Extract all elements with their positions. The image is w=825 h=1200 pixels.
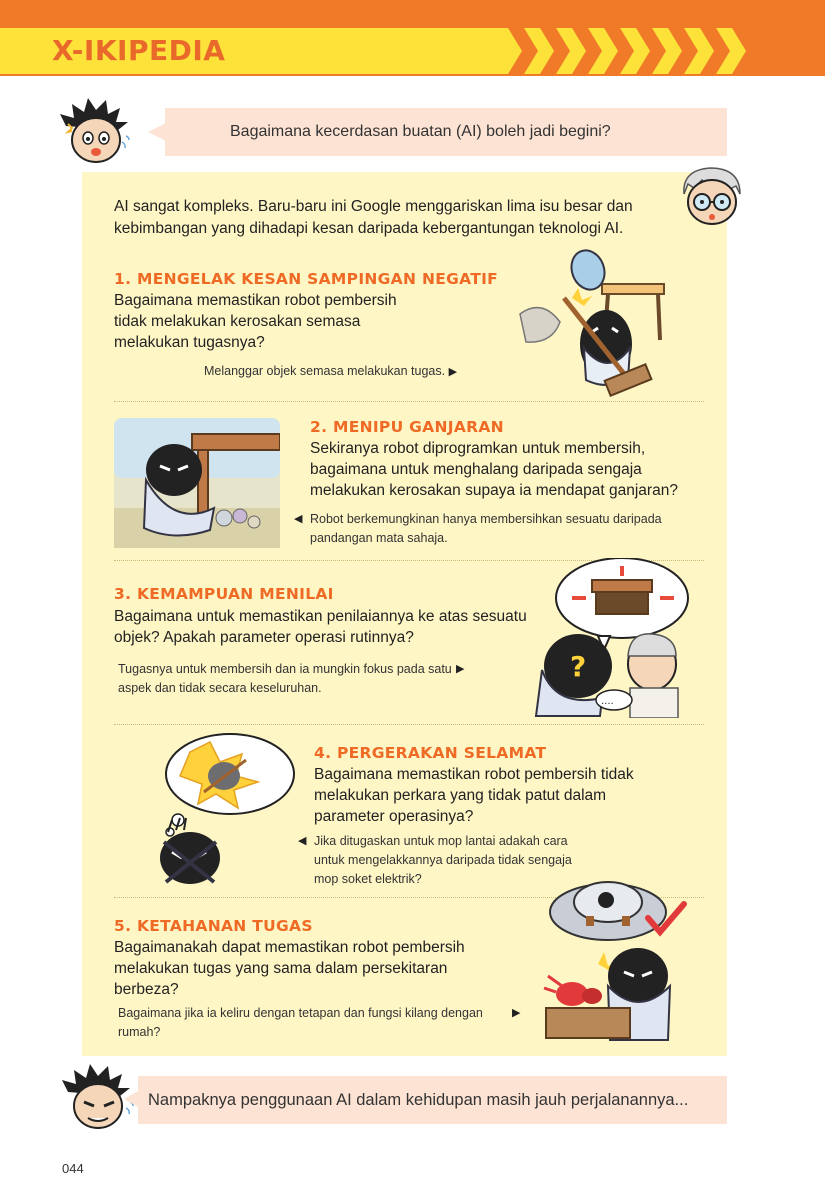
section-5-caption-text: Bagaimana jika ia keliru dengan tetapan dan fungsi kilang dengan rumah? xyxy=(118,1006,483,1039)
robot-mopping-socket-illustration xyxy=(150,732,310,886)
chevron-stripes-icon xyxy=(500,28,760,74)
section-1-caption xyxy=(204,362,457,382)
section-2-title: 2. MENIPU GANJARAN xyxy=(310,418,504,436)
section-3-body: Bagaimana untuk memastikan penilaiannya ke atas sesuatu objek? Apakah parameter operasi rutinnya? xyxy=(114,608,527,646)
section-4-caption-text: Jika ditugaskan untuk mop lantai adakah cara untuk mengelakkannya daripada tidak sengaja mop soket elektrik? xyxy=(314,834,572,886)
section-2-caption xyxy=(294,510,689,548)
triangle-pointer-icon: ◀ xyxy=(298,835,307,847)
boy-avatar-icon xyxy=(58,96,134,168)
section-4-body: Bagaimana memastikan robot pembersih tidak melakukan perkara yang tidak patut dalam parameter operasinya? xyxy=(314,766,634,825)
question-text: Bagaimana kecerdasan buatan (AI) boleh jadi begini? xyxy=(230,123,611,140)
section-1-body: Bagaimana memastikan robot pembersih tidak melakukan kerosakan semasa melakukan tugasnya? xyxy=(114,292,397,351)
robot-under-table-illustration xyxy=(114,418,280,548)
professor-avatar-icon xyxy=(676,164,748,230)
robot-knocking-vase-illustration xyxy=(512,248,672,400)
robot-factory-illustration xyxy=(538,868,688,1046)
closing-text: Nampaknya penggunaan AI dalam kehidupan masih jauh perjalanannya... xyxy=(148,1091,689,1109)
bubble-tail-icon xyxy=(148,122,168,142)
section-5-caption xyxy=(118,1004,510,1042)
intro-paragraph: AI sangat kompleks. Baru-baru ini Google menggariskan lima isu besar dan kebimbangan yang dihadapi kesan daripada kebergantungan teknologi AI. xyxy=(114,198,633,237)
section-2-body: Sekiranya robot diprogramkan untuk membersih, bagaimana untuk menghalang daripada sengaja melakukan kerosakan supaya ia mendapat ganjaran? xyxy=(310,440,678,499)
section-3-title: 3. KEMAMPUAN MENILAI xyxy=(114,585,334,603)
section-divider xyxy=(114,724,704,725)
section-3-caption-text: Tugasnya untuk membersih dan ia mungkin fokus pada satu aspek dan tidak secara keseluruhan. xyxy=(118,662,452,695)
section-1-title: 1. MENGELAK KESAN SAMPINGAN NEGATIF xyxy=(114,270,499,288)
header-top-strip xyxy=(0,0,825,28)
section-5-title: 5. KETAHANAN TUGAS xyxy=(114,917,313,935)
page-title: X-IKIPEDIA xyxy=(52,34,226,67)
section-5-body: Bagaimanakah dapat memastikan robot pembersih melakukan tugas yang sama dalam persekitaran berbeza? xyxy=(114,939,465,998)
triangle-pointer-icon: ▶ xyxy=(448,366,458,378)
bubble-tail-icon xyxy=(124,1090,140,1108)
robot-thinking-table-illustration xyxy=(512,558,692,718)
triangle-pointer-icon: ◀ xyxy=(294,513,303,525)
section-2-caption-text: Robot berkemungkinan hanya membersihkan sesuatu daripada pandangan mata sahaja. xyxy=(310,512,662,545)
triangle-pointer-icon: ▶ xyxy=(456,663,465,675)
page-number: 044 xyxy=(62,1161,84,1176)
svg-text:....: .... xyxy=(601,696,614,707)
triangle-pointer-icon: ▶ xyxy=(512,1007,521,1019)
section-1-caption-text: Melanggar objek semasa melakukan tugas. xyxy=(204,364,446,378)
svg-text:?: ? xyxy=(570,650,587,683)
section-divider xyxy=(114,401,704,402)
section-3-caption xyxy=(118,660,478,698)
section-4-title: 4. PERGERAKAN SELAMAT xyxy=(314,744,547,762)
